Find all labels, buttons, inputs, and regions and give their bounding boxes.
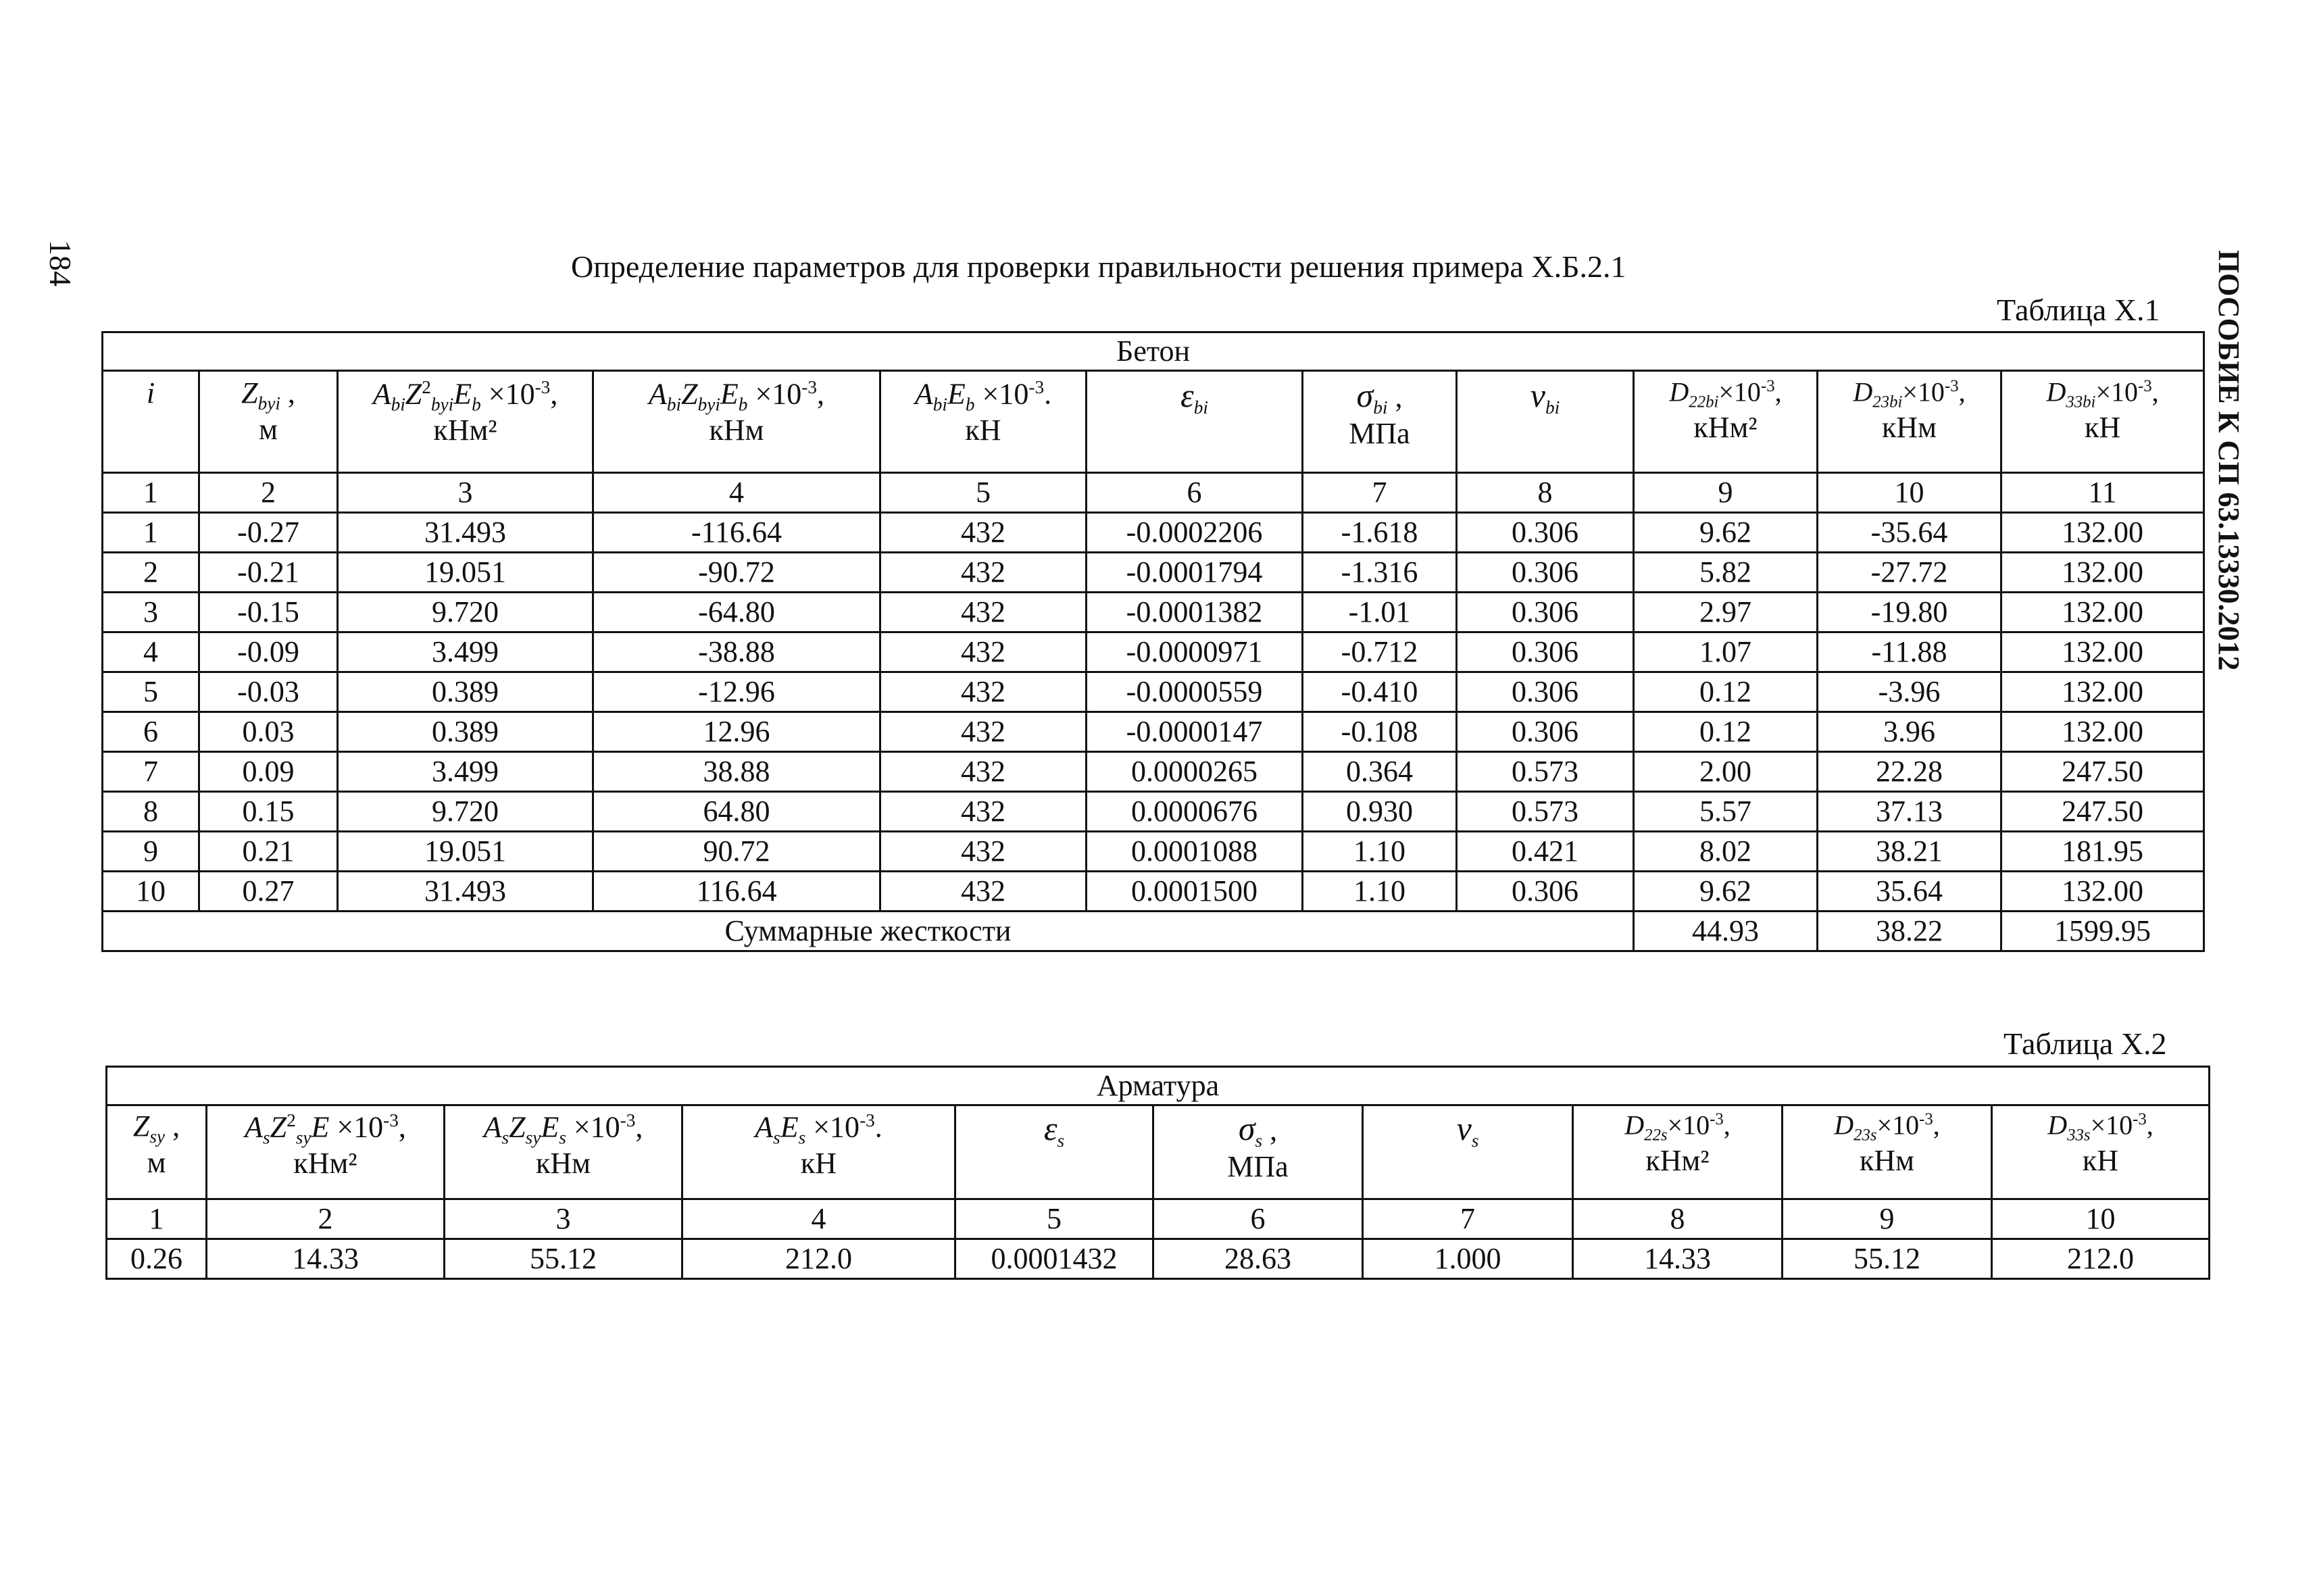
column-number: 5 bbox=[955, 1199, 1153, 1239]
table-cell: 0.306 bbox=[1457, 632, 1634, 672]
table-cell: 38.21 bbox=[1818, 832, 2001, 872]
table-concrete bbox=[101, 331, 2205, 952]
unit-label: кНм bbox=[709, 414, 764, 447]
table-cell: 0.421 bbox=[1457, 832, 1634, 872]
column-header: $\nu_s$ bbox=[1363, 1105, 1573, 1199]
table-cell: -27.72 bbox=[1818, 553, 2001, 593]
table-cell: 432 bbox=[880, 872, 1087, 912]
table-cell: 2 bbox=[103, 553, 199, 593]
unit-label: кНм bbox=[1882, 410, 1937, 444]
table-cell: 14.33 bbox=[207, 1239, 445, 1279]
table-cell: 9.720 bbox=[338, 593, 593, 632]
unit-label: кНм² bbox=[433, 414, 497, 447]
unit-label: кН bbox=[2082, 1143, 2119, 1177]
table-cell: 0.03 bbox=[199, 712, 338, 752]
table-cell: 8 bbox=[103, 792, 199, 832]
table-cell: 0.27 bbox=[199, 872, 338, 912]
column-header: $Z_{byi}$ , м bbox=[199, 371, 338, 473]
running-header: ПОСОБИЕ К СП 63.13330.2012 bbox=[2212, 250, 2245, 671]
table-cell: 132.00 bbox=[2001, 872, 2204, 912]
table-row bbox=[103, 632, 2204, 672]
column-number: 6 bbox=[1087, 473, 1303, 513]
table-cell: 116.64 bbox=[593, 872, 880, 912]
table-cell: 432 bbox=[880, 632, 1087, 672]
unit-label: кНм bbox=[536, 1147, 591, 1180]
table-cell: -0.108 bbox=[1303, 712, 1457, 752]
group-header: Бетон bbox=[103, 332, 2204, 371]
table-cell: -1.316 bbox=[1303, 553, 1457, 593]
table-cell: 1.07 bbox=[1634, 632, 1818, 672]
table-cell: 432 bbox=[880, 672, 1087, 712]
table-cell: 0.0000265 bbox=[1087, 752, 1303, 792]
table-cell: 132.00 bbox=[2001, 513, 2204, 553]
table-cell: 0.306 bbox=[1457, 872, 1634, 912]
table-cell: -1.618 bbox=[1303, 513, 1457, 553]
column-header: $A_sE_s \times 10^{-3}$. кН bbox=[682, 1105, 955, 1199]
table-cell: 212.0 bbox=[682, 1239, 955, 1279]
table-cell: 432 bbox=[880, 832, 1087, 872]
column-header: $\varepsilon_{bi}$ bbox=[1087, 371, 1303, 473]
table-cell: 1.000 bbox=[1363, 1239, 1573, 1279]
table-cell: 0.389 bbox=[338, 712, 593, 752]
table-cell: 432 bbox=[880, 553, 1087, 593]
table-cell: 8.02 bbox=[1634, 832, 1818, 872]
unit-label: м bbox=[147, 1145, 166, 1179]
column-number: 3 bbox=[445, 1199, 682, 1239]
column-header: $A_sZ^2_{sy}E \times 10^{-3}$, кНм² bbox=[207, 1105, 445, 1199]
table-cell: 55.12 bbox=[445, 1239, 682, 1279]
column-header: $A_sZ_{sy}E_s \times 10^{-3}$, кНм bbox=[445, 1105, 682, 1199]
table-cell: 432 bbox=[880, 593, 1087, 632]
unit-label: кНм² bbox=[1693, 410, 1758, 444]
column-number: 8 bbox=[1573, 1199, 1783, 1239]
column-header: $\sigma_s$ , МПа bbox=[1153, 1105, 1363, 1199]
table-cell: 90.72 bbox=[593, 832, 880, 872]
table-cell: 432 bbox=[880, 513, 1087, 553]
table-cell: 19.051 bbox=[338, 553, 593, 593]
table-row bbox=[103, 513, 2204, 553]
table-cell: 432 bbox=[880, 712, 1087, 752]
column-number: 3 bbox=[338, 473, 593, 513]
table-cell: 0.930 bbox=[1303, 792, 1457, 832]
column-number: 4 bbox=[593, 473, 880, 513]
table-cell: -38.88 bbox=[593, 632, 880, 672]
column-number: 10 bbox=[1818, 473, 2001, 513]
column-header: $D_{33bi}\times 10^{-3}$, кН bbox=[2001, 371, 2204, 473]
table-cell: 10 bbox=[103, 872, 199, 912]
total-value: 1599.95 bbox=[2001, 912, 2204, 951]
table-cell: 37.13 bbox=[1818, 792, 2001, 832]
column-number: 2 bbox=[199, 473, 338, 513]
table-2-label: Таблица Х.2 bbox=[2003, 1026, 2167, 1061]
table-cell: 0.306 bbox=[1457, 672, 1634, 712]
column-number: 2 bbox=[207, 1199, 445, 1239]
column-header: $A_{bi}E_b \times 10^{-3}$. кН bbox=[880, 371, 1087, 473]
unit-label: кН bbox=[800, 1147, 837, 1180]
table-cell: 0.306 bbox=[1457, 513, 1634, 553]
table-cell: 9.62 bbox=[1634, 513, 1818, 553]
column-header: $\sigma_{bi}$ , МПа bbox=[1303, 371, 1457, 473]
table-cell: -116.64 bbox=[593, 513, 880, 553]
table-cell: 0.573 bbox=[1457, 792, 1634, 832]
table-cell: 0.0001432 bbox=[955, 1239, 1153, 1279]
table-cell: 3.499 bbox=[338, 632, 593, 672]
column-header: $D_{22s}\times 10^{-3}$, кНм² bbox=[1573, 1105, 1783, 1199]
table-row bbox=[103, 672, 2204, 712]
column-header: $\varepsilon_s$ bbox=[955, 1105, 1153, 1199]
table-row bbox=[103, 872, 2204, 912]
table-cell: 31.493 bbox=[338, 513, 593, 553]
table-cell: 212.0 bbox=[1992, 1239, 2210, 1279]
table-cell: 5.82 bbox=[1634, 553, 1818, 593]
table-cell: 38.88 bbox=[593, 752, 880, 792]
table-cell: 3 bbox=[103, 593, 199, 632]
table-cell: 19.051 bbox=[338, 832, 593, 872]
table-cell: 132.00 bbox=[2001, 712, 2204, 752]
table-row bbox=[103, 593, 2204, 632]
page-number: 184 bbox=[43, 240, 78, 286]
total-label: Суммарные жесткости bbox=[103, 912, 1634, 951]
column-number: 6 bbox=[1153, 1199, 1363, 1239]
table-cell: -3.96 bbox=[1818, 672, 2001, 712]
unit-label: м bbox=[259, 412, 278, 446]
table-cell: -0.0000147 bbox=[1087, 712, 1303, 752]
column-header: $D_{33s}\times 10^{-3}$, кН bbox=[1992, 1105, 2210, 1199]
table-cell: -0.21 bbox=[199, 553, 338, 593]
unit-label: кН bbox=[965, 414, 1001, 447]
table-cell: -0.0001794 bbox=[1087, 553, 1303, 593]
table-cell: 0.389 bbox=[338, 672, 593, 712]
column-number: 11 bbox=[2001, 473, 2204, 513]
table-cell: 1 bbox=[103, 513, 199, 553]
table-cell: -0.410 bbox=[1303, 672, 1457, 712]
table-cell: 31.493 bbox=[338, 872, 593, 912]
column-number: 9 bbox=[1634, 473, 1818, 513]
table-cell: 3.499 bbox=[338, 752, 593, 792]
table-cell: 1.10 bbox=[1303, 872, 1457, 912]
unit-label: МПа bbox=[1349, 416, 1410, 450]
table-cell: -12.96 bbox=[593, 672, 880, 712]
column-header: $D_{23bi}\times 10^{-3}$, кНм bbox=[1818, 371, 2001, 473]
table-cell: 0.09 bbox=[199, 752, 338, 792]
table-cell: 3.96 bbox=[1818, 712, 2001, 752]
table-cell: 12.96 bbox=[593, 712, 880, 752]
table-cell: -0.0000971 bbox=[1087, 632, 1303, 672]
table-cell: -35.64 bbox=[1818, 513, 2001, 553]
table-cell: -0.09 bbox=[199, 632, 338, 672]
table-cell: -64.80 bbox=[593, 593, 880, 632]
table-cell: 2.97 bbox=[1634, 593, 1818, 632]
column-header: $D_{22bi}\times 10^{-3}$, кНм² bbox=[1634, 371, 1818, 473]
table-cell: 0.12 bbox=[1634, 712, 1818, 752]
table-cell: 9.62 bbox=[1634, 872, 1818, 912]
table-cell: 14.33 bbox=[1573, 1239, 1783, 1279]
column-number: 9 bbox=[1783, 1199, 1992, 1239]
group-header: Арматура bbox=[107, 1067, 2210, 1105]
column-number: 7 bbox=[1363, 1199, 1573, 1239]
column-header: $A_{bi}Z_{byi}E_b \times 10^{-3}$, кНм bbox=[593, 371, 880, 473]
unit-label: кН bbox=[2084, 410, 2121, 444]
table-cell: 132.00 bbox=[2001, 553, 2204, 593]
table-cell: -0.712 bbox=[1303, 632, 1457, 672]
table-cell: 132.00 bbox=[2001, 672, 2204, 712]
table-cell: 0.306 bbox=[1457, 553, 1634, 593]
unit-label: кНм bbox=[1860, 1143, 1914, 1177]
table-cell: 0.573 bbox=[1457, 752, 1634, 792]
table-cell: -19.80 bbox=[1818, 593, 2001, 632]
table-cell: -0.0002206 bbox=[1087, 513, 1303, 553]
table-cell: -0.27 bbox=[199, 513, 338, 553]
table-row bbox=[103, 792, 2204, 832]
table-cell: 432 bbox=[880, 752, 1087, 792]
column-number: 7 bbox=[1303, 473, 1457, 513]
table-row bbox=[107, 1239, 2210, 1279]
table-cell: 132.00 bbox=[2001, 593, 2204, 632]
table-cell: 132.00 bbox=[2001, 632, 2204, 672]
table-cell: -90.72 bbox=[593, 553, 880, 593]
table-row bbox=[103, 752, 2204, 792]
table-cell: -0.03 bbox=[199, 672, 338, 712]
column-header: $A_{bi}Z^2_{byi}E_b \times 10^{-3}$, кНм² bbox=[338, 371, 593, 473]
table-cell: 9 bbox=[103, 832, 199, 872]
table-cell: 0.21 bbox=[199, 832, 338, 872]
table-cell: 2.00 bbox=[1634, 752, 1818, 792]
column-header: $D_{23s}\times 10^{-3}$, кНм bbox=[1783, 1105, 1992, 1199]
table-row bbox=[103, 832, 2204, 872]
unit-label: кНм² bbox=[293, 1147, 357, 1180]
unit-label: МПа bbox=[1227, 1149, 1289, 1183]
unit-label: кНм² bbox=[1645, 1143, 1710, 1177]
table-cell: 0.306 bbox=[1457, 593, 1634, 632]
column-header: $Z_{sy}$ , м bbox=[107, 1105, 207, 1199]
table-cell: -1.01 bbox=[1303, 593, 1457, 632]
table-1-label: Таблица Х.1 bbox=[1997, 293, 2160, 327]
table-cell: 0.306 bbox=[1457, 712, 1634, 752]
table-cell: 6 bbox=[103, 712, 199, 752]
table-cell: 5.57 bbox=[1634, 792, 1818, 832]
table-cell: -0.0000559 bbox=[1087, 672, 1303, 712]
total-value: 44.93 bbox=[1634, 912, 1818, 951]
column-header: i bbox=[103, 371, 199, 473]
table-reinforcement bbox=[105, 1066, 2210, 1280]
table-row bbox=[103, 553, 2204, 593]
table-cell: 5 bbox=[103, 672, 199, 712]
table-cell: 0.15 bbox=[199, 792, 338, 832]
table-cell: 0.0001088 bbox=[1087, 832, 1303, 872]
table-cell: 64.80 bbox=[593, 792, 880, 832]
table-cell: 0.12 bbox=[1634, 672, 1818, 712]
table-cell: 28.63 bbox=[1153, 1239, 1363, 1279]
table-cell: 35.64 bbox=[1818, 872, 2001, 912]
table-cell: -0.0001382 bbox=[1087, 593, 1303, 632]
column-number: 1 bbox=[107, 1199, 207, 1239]
table-cell: 0.0001500 bbox=[1087, 872, 1303, 912]
table-cell: 0.0000676 bbox=[1087, 792, 1303, 832]
table-cell: -0.15 bbox=[199, 593, 338, 632]
table-cell: 0.364 bbox=[1303, 752, 1457, 792]
table-cell: 432 bbox=[880, 792, 1087, 832]
table-cell: 0.26 bbox=[107, 1239, 207, 1279]
table-cell: 9.720 bbox=[338, 792, 593, 832]
table-cell: 181.95 bbox=[2001, 832, 2204, 872]
table-cell: 22.28 bbox=[1818, 752, 2001, 792]
table-cell: -11.88 bbox=[1818, 632, 2001, 672]
column-number: 8 bbox=[1457, 473, 1634, 513]
column-number: 5 bbox=[880, 473, 1087, 513]
table-cell: 1.10 bbox=[1303, 832, 1457, 872]
table-row bbox=[103, 712, 2204, 752]
table-cell: 4 bbox=[103, 632, 199, 672]
column-number: 1 bbox=[103, 473, 199, 513]
column-number: 4 bbox=[682, 1199, 955, 1239]
table-cell: 7 bbox=[103, 752, 199, 792]
table-cell: 247.50 bbox=[2001, 792, 2204, 832]
table-cell: 55.12 bbox=[1783, 1239, 1992, 1279]
table-cell: 247.50 bbox=[2001, 752, 2204, 792]
total-value: 38.22 bbox=[1818, 912, 2001, 951]
column-header: $\nu_{bi}$ bbox=[1457, 371, 1634, 473]
page-title: Определение параметров для проверки правильности решения примера Х.Б.2.1 bbox=[571, 249, 1626, 284]
column-number: 10 bbox=[1992, 1199, 2210, 1239]
